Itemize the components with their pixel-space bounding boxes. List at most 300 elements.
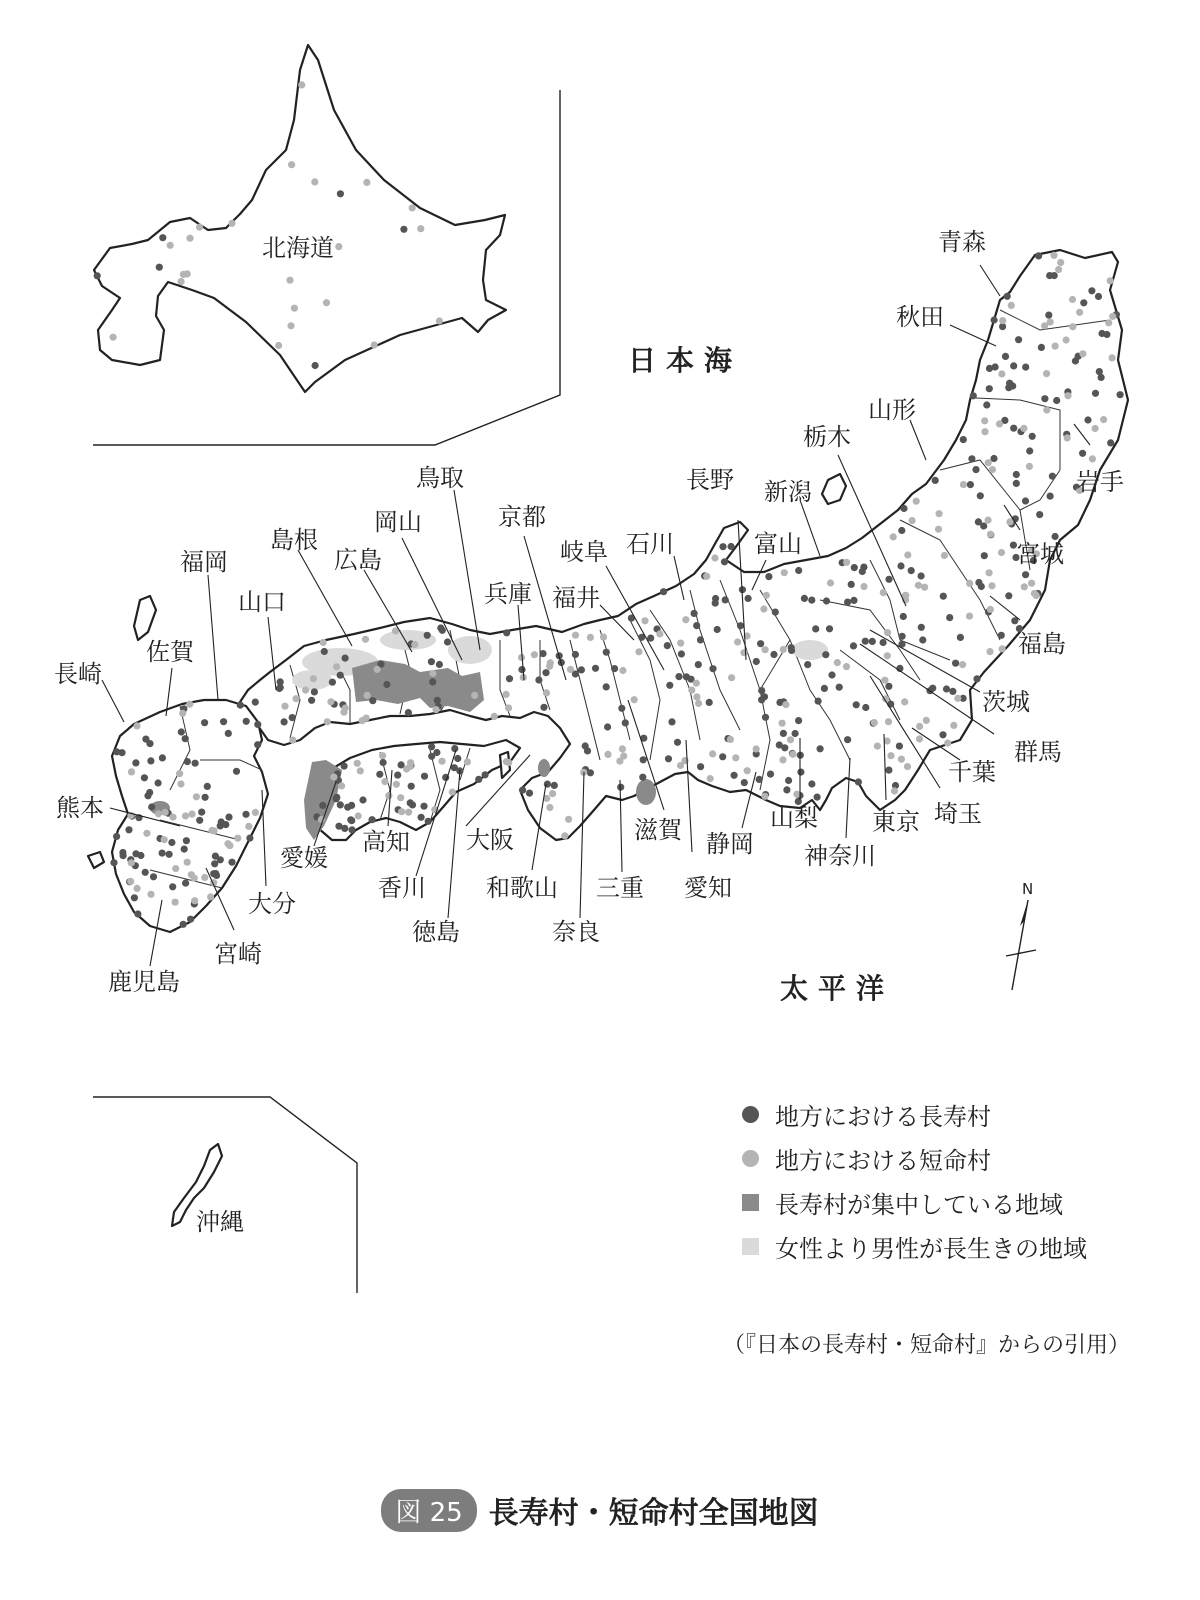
long-lived-village-dot: [897, 562, 904, 569]
long-lived-village-dot: [795, 717, 802, 724]
long-lived-village-dot: [622, 719, 629, 726]
label-nagasaki: 長崎: [54, 660, 102, 688]
short-lived-village-dot: [436, 317, 443, 324]
long-lived-village-dot: [131, 894, 138, 901]
label-tokushima: 徳島: [412, 918, 460, 946]
legend-item-short-lived: [742, 1136, 1162, 1180]
long-lived-village-dot: [960, 436, 967, 443]
long-lived-village-dot: [526, 790, 533, 797]
long-lived-village-dot: [166, 851, 173, 858]
label-shizuoka: 静岡: [706, 830, 754, 858]
long-lived-village-dot: [159, 234, 166, 241]
long-lived-village-dot: [991, 316, 998, 323]
short-lived-village-dot: [191, 875, 198, 882]
short-lived-village-dot: [207, 893, 214, 900]
long-lived-village-dot: [1047, 493, 1054, 500]
short-lived-village-dot: [904, 763, 911, 770]
label-miyazaki: 宮崎: [214, 940, 262, 968]
short-lived-village-dot: [363, 179, 370, 186]
label-kanagawa: 神奈川: [804, 842, 876, 870]
legend-item-male-longevity: [742, 1224, 1162, 1268]
short-lived-village-dot: [619, 667, 626, 674]
long-lived-village-dot: [603, 649, 610, 656]
label-ishikawa: 石川: [626, 530, 674, 558]
long-lived-village-dot: [1095, 293, 1102, 300]
short-lived-village-dot: [954, 695, 961, 702]
short-lived-village-dot: [180, 271, 187, 278]
short-lived-village-dot: [381, 778, 388, 785]
short-lived-village-dot: [546, 804, 553, 811]
short-lived-village-dot: [944, 740, 951, 747]
long-lived-village-dot: [1013, 471, 1020, 478]
long-lived-village-dot: [719, 543, 726, 550]
long-lived-village-dot: [792, 730, 799, 737]
long-lived-village-dot: [898, 527, 905, 534]
short-lived-village-dot: [885, 718, 892, 725]
dark-square-icon: [742, 1194, 759, 1211]
north-arrow: [1006, 880, 1036, 990]
long-lived-village-dot: [142, 869, 149, 876]
short-lived-village-dot: [1109, 313, 1116, 320]
label-wakayama: 和歌山: [486, 874, 558, 902]
short-lived-village-dot: [196, 224, 203, 231]
long-lived-village-dot: [706, 699, 713, 706]
long-lived-village-dot: [519, 787, 526, 794]
long-lived-village-dot: [1022, 364, 1029, 371]
long-lived-village-dot: [482, 771, 489, 778]
short-lived-village-dot: [827, 579, 834, 586]
long-lived-village-dot: [582, 742, 589, 749]
short-lived-village-dot: [143, 830, 150, 837]
long-lived-village-dot: [1013, 480, 1020, 487]
long-lived-village-dot: [1026, 447, 1033, 454]
long-lived-village-dot: [678, 650, 685, 657]
short-lived-village-dot: [172, 899, 179, 906]
long-lived-village-dot: [192, 760, 199, 767]
short-lived-village-dot: [695, 700, 702, 707]
long-lived-village-dot: [618, 705, 625, 712]
long-lived-village-dot: [765, 573, 772, 580]
short-lived-village-dot: [228, 220, 235, 227]
short-lived-village-dot: [161, 836, 168, 843]
short-lived-village-dot: [1063, 336, 1070, 343]
long-lived-village-dot: [319, 802, 326, 809]
long-lived-village-dot: [973, 675, 980, 682]
long-lived-village-dot: [675, 673, 682, 680]
short-lived-village-dot: [604, 751, 611, 758]
long-lived-village-dot: [329, 679, 336, 686]
short-lived-village-dot: [763, 592, 770, 599]
long-lived-village-dot: [817, 745, 824, 752]
short-lived-village-dot: [1043, 370, 1050, 377]
long-lived-village-dot: [666, 682, 673, 689]
short-lived-village-dot: [744, 767, 751, 774]
short-lived-village-dot: [1064, 434, 1071, 441]
label-akita: 秋田: [896, 303, 944, 331]
label-iwate: 岩手: [1076, 468, 1124, 496]
short-lived-village-dot: [549, 790, 556, 797]
short-lived-village-dot: [874, 743, 881, 750]
long-lived-village-dot: [337, 190, 344, 197]
label-nara: 奈良: [552, 918, 600, 946]
legend-label: 地方における長寿村: [775, 1102, 991, 1131]
long-lived-village-dot: [957, 634, 964, 641]
short-lived-village-dot: [1105, 319, 1112, 326]
short-lived-village-dot: [915, 582, 922, 589]
short-lived-village-dot: [1020, 425, 1027, 432]
long-lived-village-dot: [977, 492, 984, 499]
long-lived-village-dot: [178, 728, 185, 735]
short-lived-village-dot: [989, 466, 996, 473]
figure-title: 長寿村・短命村全国地図: [488, 1496, 819, 1531]
long-lived-village-dot: [975, 579, 982, 586]
label-okayama: 岡山: [374, 508, 422, 536]
long-lived-village-dot: [243, 718, 250, 725]
long-lived-village-dot: [721, 558, 728, 565]
long-lived-village-dot: [337, 672, 344, 679]
short-lived-village-dot: [397, 794, 404, 801]
long-lived-village-dot: [918, 572, 925, 579]
label-ehime: 愛媛: [280, 844, 328, 872]
short-lived-village-dot: [891, 787, 898, 794]
short-lived-village-dot: [379, 752, 386, 759]
long-lived-village-dot: [202, 794, 209, 801]
label-toyama: 富山: [754, 530, 802, 558]
long-lived-village-dot: [1084, 416, 1091, 423]
long-lived-village-dot: [196, 817, 203, 824]
label-niigata: 新潟: [764, 478, 812, 506]
long-lived-village-dot: [454, 755, 461, 762]
short-lived-village-dot: [960, 481, 967, 488]
label-okinawa: 沖縄: [196, 1208, 244, 1236]
long-lived-village-dot: [155, 779, 162, 786]
short-lived-village-dot: [916, 735, 923, 742]
long-lived-village-dot: [451, 745, 458, 752]
long-lived-village-dot: [885, 576, 892, 583]
short-lived-village-dot: [1006, 518, 1013, 525]
short-lived-village-dot: [167, 242, 174, 249]
long-lived-village-dot: [503, 629, 510, 636]
long-lived-village-dot: [815, 698, 822, 705]
long-lived-village-dot: [1005, 592, 1012, 599]
short-lived-village-dot: [985, 517, 992, 524]
long-lived-village-dot: [836, 684, 843, 691]
long-lived-village-dot: [246, 835, 253, 842]
long-lived-village-dot: [952, 660, 959, 667]
long-lived-village-dot: [697, 636, 704, 643]
long-lived-village-dot: [444, 638, 451, 645]
sado-island: [822, 474, 846, 504]
okinawa-inset-frame: [93, 1097, 357, 1293]
long-lived-village-dot: [408, 783, 415, 790]
short-lived-village-dot: [289, 737, 296, 744]
short-lived-village-dot: [471, 692, 478, 699]
short-lived-village-dot: [286, 277, 293, 284]
short-lived-village-dot: [732, 754, 739, 761]
long-lived-village-dot: [946, 614, 953, 621]
short-lived-village-dot: [234, 835, 241, 842]
short-lived-village-dot: [186, 235, 193, 242]
short-lived-village-dot: [921, 584, 928, 591]
long-lived-village-dot: [844, 599, 851, 606]
long-lived-village-dot: [1038, 344, 1045, 351]
short-lived-village-dot: [191, 897, 198, 904]
long-lived-village-dot: [551, 782, 558, 789]
short-lived-village-dot: [179, 710, 186, 717]
long-lived-village-dot: [731, 772, 738, 779]
long-lived-village-dot: [418, 814, 425, 821]
label-hokkaido: 北海道: [262, 234, 334, 262]
label-yamanashi: 山梨: [770, 804, 818, 832]
long-lived-village-dot: [939, 731, 946, 738]
long-lived-village-dot: [753, 658, 760, 665]
short-lived-village-dot: [1057, 259, 1064, 266]
short-lived-village-dot: [843, 559, 850, 566]
sea-of-japan-label: 日本海: [628, 344, 743, 377]
short-lived-village-dot: [385, 792, 392, 799]
long-lived-village-dot: [578, 666, 585, 673]
short-lived-village-dot: [1100, 416, 1107, 423]
long-lived-village-dot: [311, 688, 318, 695]
short-lived-village-dot: [133, 722, 140, 729]
long-lived-village-dot: [691, 610, 698, 617]
short-lived-village-dot: [781, 569, 788, 576]
long-lived-village-dot: [542, 669, 549, 676]
label-yamagata: 山形: [868, 396, 916, 424]
long-lived-village-dot: [380, 759, 387, 766]
short-lived-village-dot: [182, 812, 189, 819]
short-lived-village-dot: [620, 752, 627, 759]
short-lived-village-dot: [909, 517, 916, 524]
short-lived-village-dot: [728, 674, 735, 681]
figure-number-badge: 図 25: [381, 1489, 476, 1532]
label-gifu: 岐阜: [560, 538, 608, 566]
long-lived-village-dot: [518, 666, 525, 673]
short-lived-village-dot: [172, 865, 179, 872]
map-legend: [742, 1092, 1162, 1268]
short-lived-village-dot: [950, 722, 957, 729]
short-lived-village-dot: [966, 580, 973, 587]
long-lived-village-dot: [943, 685, 950, 692]
short-lived-village-dot: [996, 420, 1003, 427]
long-lived-village-dot: [312, 362, 319, 369]
dark-dot-icon: [742, 1106, 759, 1123]
long-lived-village-dot: [198, 809, 205, 816]
long-lived-village-dot: [337, 801, 344, 808]
short-lived-village-dot: [371, 341, 378, 348]
long-lived-village-dot: [376, 771, 383, 778]
short-lived-village-dot: [359, 717, 366, 724]
label-fukuoka: 福岡: [180, 548, 228, 576]
short-lived-village-dot: [503, 691, 510, 698]
long-lived-village-dot: [1002, 353, 1009, 360]
short-lived-village-dot: [184, 859, 191, 866]
label-mie: 三重: [596, 874, 644, 902]
short-lived-village-dot: [1069, 296, 1076, 303]
short-lived-village-dot: [656, 630, 663, 637]
legend-label: 女性より男性が長生きの地域: [775, 1234, 1087, 1263]
long-lived-village-dot: [132, 759, 139, 766]
short-lived-village-dot: [923, 717, 930, 724]
short-lived-village-dot: [787, 736, 794, 743]
long-lived-village-dot: [785, 777, 792, 784]
long-lived-village-dot: [321, 648, 328, 655]
short-lived-village-dot: [210, 827, 217, 834]
short-lived-village-dot: [1107, 277, 1114, 284]
long-lived-village-dot: [1041, 395, 1048, 402]
long-lived-village-dot: [770, 651, 777, 658]
long-lived-village-dot: [1103, 331, 1110, 338]
short-lived-village-dot: [128, 859, 135, 866]
short-lived-village-dot: [904, 551, 911, 558]
short-lived-village-dot: [981, 428, 988, 435]
long-lived-village-dot: [420, 803, 427, 810]
long-lived-village-dot: [433, 749, 440, 756]
short-lived-village-dot: [531, 651, 538, 658]
short-lived-village-dot: [288, 161, 295, 168]
long-lived-village-dot: [983, 401, 990, 408]
short-lived-village-dot: [128, 768, 135, 775]
short-lived-village-dot: [734, 638, 741, 645]
long-lived-village-dot: [758, 687, 765, 694]
legend-item-long-lived: [742, 1092, 1162, 1136]
label-kochi: 高知: [362, 828, 410, 856]
short-lived-village-dot: [1026, 463, 1033, 470]
label-oita: 大分: [248, 890, 296, 918]
long-lived-village-dot: [349, 826, 356, 833]
label-fukui: 福井: [552, 584, 600, 612]
long-lived-village-dot: [885, 683, 892, 690]
label-aomori: 青森: [938, 228, 986, 256]
short-lived-village-dot: [834, 659, 841, 666]
label-fukushima: 福島: [1018, 630, 1066, 658]
short-lived-village-dot: [110, 334, 117, 341]
short-lived-village-dot: [688, 687, 695, 694]
long-lived-village-dot: [110, 859, 117, 866]
label-kagoshima: 鹿児島: [108, 968, 180, 996]
label-kyoto: 京都: [498, 503, 546, 531]
short-lived-village-dot: [682, 616, 689, 623]
long-lived-village-dot: [220, 718, 227, 725]
long-lived-village-dot: [664, 642, 671, 649]
short-lived-village-dot: [491, 713, 498, 720]
long-lived-village-dot: [880, 639, 887, 646]
short-lived-village-dot: [1092, 425, 1099, 432]
short-lived-village-dot: [169, 814, 176, 821]
label-shiga: 滋賀: [634, 816, 682, 844]
short-lived-village-dot: [884, 629, 891, 636]
short-lived-village-dot: [1109, 354, 1116, 361]
long-lived-village-dot: [434, 697, 441, 704]
long-lived-village-dot: [697, 763, 704, 770]
long-lived-village-dot: [919, 636, 926, 643]
short-lived-village-dot: [998, 370, 1005, 377]
long-lived-village-dot: [1045, 312, 1052, 319]
long-lived-village-dot: [169, 883, 176, 890]
long-lived-village-dot: [254, 721, 261, 728]
short-lived-village-dot: [134, 885, 141, 892]
long-lived-village-dot: [812, 625, 819, 632]
short-lived-village-dot: [981, 417, 988, 424]
long-lived-village-dot: [757, 640, 764, 647]
short-lived-village-dot: [432, 706, 439, 713]
long-lived-village-dot: [132, 850, 139, 857]
long-lived-village-dot: [113, 748, 120, 755]
short-lived-village-dot: [340, 709, 347, 716]
short-lived-village-dot: [677, 640, 684, 647]
short-lived-village-dot: [311, 178, 318, 185]
long-lived-village-dot: [992, 363, 999, 370]
long-lived-village-dot: [225, 814, 232, 821]
long-lived-village-dot: [341, 763, 348, 770]
long-lived-village-dot: [180, 921, 187, 928]
label-kagawa: 香川: [378, 874, 426, 902]
label-kumamoto: 熊本: [56, 794, 104, 822]
short-lived-village-dot: [572, 632, 579, 639]
short-lived-village-dot: [779, 720, 786, 727]
short-lived-village-dot: [320, 639, 327, 646]
short-lived-village-dot: [1055, 266, 1062, 273]
short-lived-village-dot: [890, 533, 897, 540]
short-lived-village-dot: [936, 510, 943, 517]
long-lived-village-dot: [850, 597, 857, 604]
long-lived-village-dot: [428, 743, 435, 750]
long-lived-village-dot: [823, 597, 830, 604]
short-lived-village-dot: [740, 649, 747, 656]
long-lived-village-dot: [990, 455, 997, 462]
long-lived-village-dot: [1010, 425, 1017, 432]
long-lived-village-dot: [147, 757, 154, 764]
long-lived-village-dot: [918, 624, 925, 631]
short-lived-village-dot: [449, 789, 456, 796]
long-lived-village-dot: [900, 505, 907, 512]
short-lived-village-dot: [330, 774, 337, 781]
short-lived-village-dot: [252, 809, 259, 816]
long-lived-village-dot: [182, 735, 189, 742]
long-lived-village-dot: [359, 796, 366, 803]
short-lived-village-dot: [707, 775, 714, 782]
long-lived-village-dot: [772, 609, 779, 616]
short-lived-village-dot: [364, 692, 371, 699]
long-lived-village-dot: [1010, 362, 1017, 369]
long-lived-village-dot: [949, 688, 956, 695]
long-lived-village-dot: [228, 859, 235, 866]
label-nagano: 長野: [686, 466, 734, 494]
long-lived-village-dot: [972, 466, 979, 473]
long-lived-village-dot: [862, 638, 869, 645]
long-lived-village-dot: [665, 755, 672, 762]
short-lived-village-dot: [155, 810, 162, 817]
short-lived-village-dot: [727, 736, 734, 743]
label-ibaraki: 茨城: [982, 688, 1030, 716]
short-lived-village-dot: [693, 680, 700, 687]
long-lived-village-dot: [400, 226, 407, 233]
short-lived-village-dot: [409, 204, 416, 211]
short-lived-village-dot: [354, 760, 361, 767]
short-lived-village-dot: [1064, 392, 1071, 399]
long-lived-village-dot: [276, 685, 283, 692]
long-lived-village-dot: [1036, 511, 1043, 518]
short-lived-village-dot: [941, 552, 948, 559]
long-lived-village-dot: [544, 781, 551, 788]
short-lived-village-dot: [127, 878, 134, 885]
short-lived-village-dot: [753, 745, 760, 752]
short-lived-village-dot: [547, 659, 554, 666]
short-lived-village-dot: [986, 569, 993, 576]
long-lived-village-dot: [184, 758, 191, 765]
long-lived-village-dot: [1088, 287, 1095, 294]
short-lived-village-dot: [762, 646, 769, 653]
